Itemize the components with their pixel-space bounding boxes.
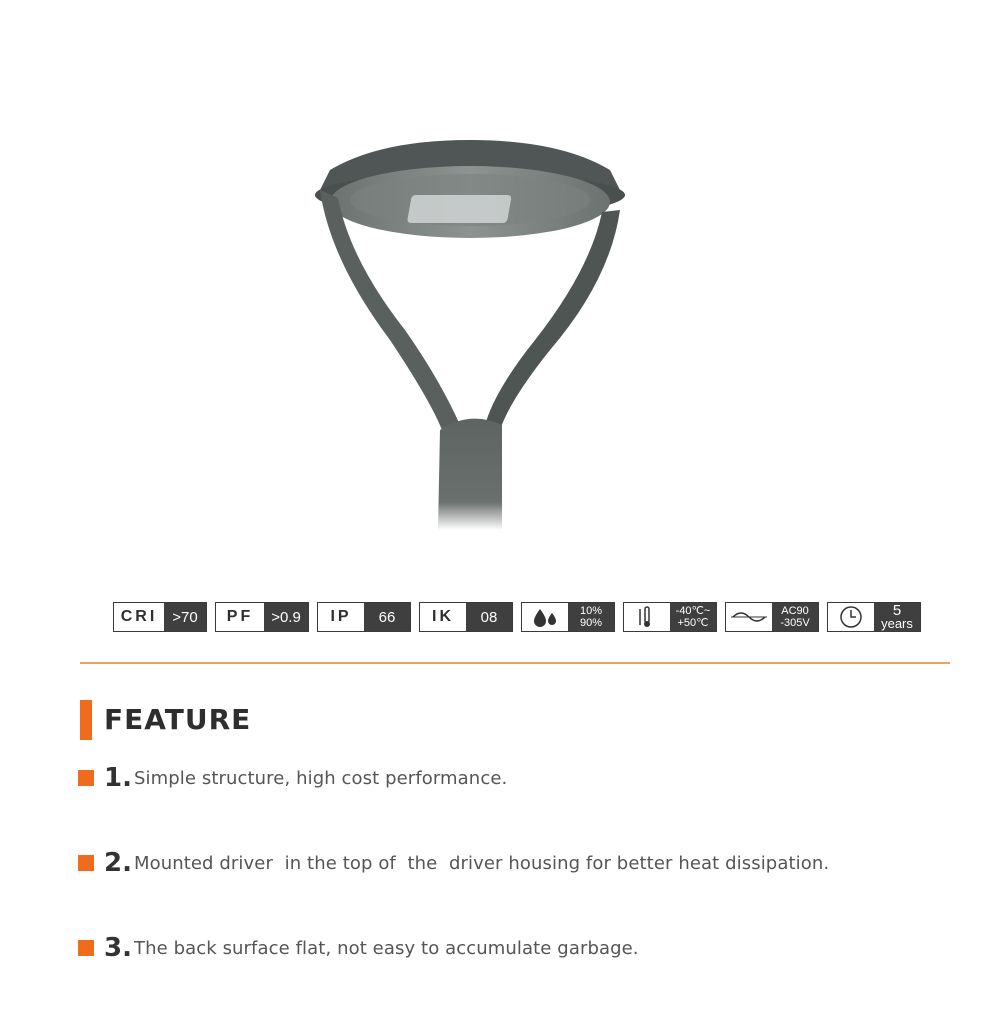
feature-accent-bar xyxy=(80,700,92,740)
feature-item xyxy=(78,763,507,793)
section-divider xyxy=(80,662,950,664)
badge-label: CRI xyxy=(114,603,164,631)
badge-value-line2: +50℃ xyxy=(677,617,709,629)
badge-value xyxy=(874,603,920,631)
badge-value-line1: 10% xyxy=(579,605,603,617)
feature-item xyxy=(78,933,639,963)
badge-label: PF xyxy=(216,603,264,631)
street-lamp-image xyxy=(290,120,650,540)
bullet-square-icon xyxy=(78,770,94,786)
feature-item-text: The back surface flat, not easy to accumulate garbage. xyxy=(133,937,639,959)
voltage-badge xyxy=(725,602,819,632)
badge-value: >70 xyxy=(164,603,206,631)
badge-value xyxy=(772,603,818,631)
badge-value xyxy=(670,603,716,631)
badge-value-line1: AC90 xyxy=(781,605,809,617)
bullet-square-icon xyxy=(78,855,94,871)
feature-item-number: 1. xyxy=(104,763,132,793)
badge-value-line1: -40℃~ xyxy=(675,605,711,617)
badge-value: >0.9 xyxy=(264,603,308,631)
badge-value: 66 xyxy=(364,603,410,631)
feature-item xyxy=(78,848,829,878)
feature-item-number: 2. xyxy=(104,848,132,878)
thermometer-icon xyxy=(624,603,670,631)
badge-value: 08 xyxy=(466,603,512,631)
ac-wave-icon xyxy=(726,603,772,631)
warranty-badge xyxy=(827,602,921,632)
temperature-badge xyxy=(623,602,717,632)
humidity-icon xyxy=(522,603,568,631)
feature-title: FEATURE xyxy=(104,703,252,736)
feature-item-text: Mounted driver in the top of the driver housing for better heat dissipation. xyxy=(133,852,830,874)
feature-item-number: 3. xyxy=(104,933,132,963)
humidity-badge xyxy=(521,602,615,632)
bullet-square-icon xyxy=(78,940,94,956)
badge-label: IK xyxy=(420,603,466,631)
badge-value-line2: -305V xyxy=(780,617,810,629)
badge-label: IP xyxy=(318,603,364,631)
badge-value-line2: years xyxy=(881,616,913,631)
badge-value-line1: 5 xyxy=(892,602,902,619)
ip-badge xyxy=(317,602,411,632)
feature-item-text: Simple structure, high cost performance. xyxy=(133,767,508,789)
badge-value-line2: 90% xyxy=(579,617,603,629)
pf-badge xyxy=(215,602,309,632)
badge-value xyxy=(568,603,614,631)
clock-icon xyxy=(828,603,874,631)
cri-badge xyxy=(113,602,207,632)
ik-badge xyxy=(419,602,513,632)
